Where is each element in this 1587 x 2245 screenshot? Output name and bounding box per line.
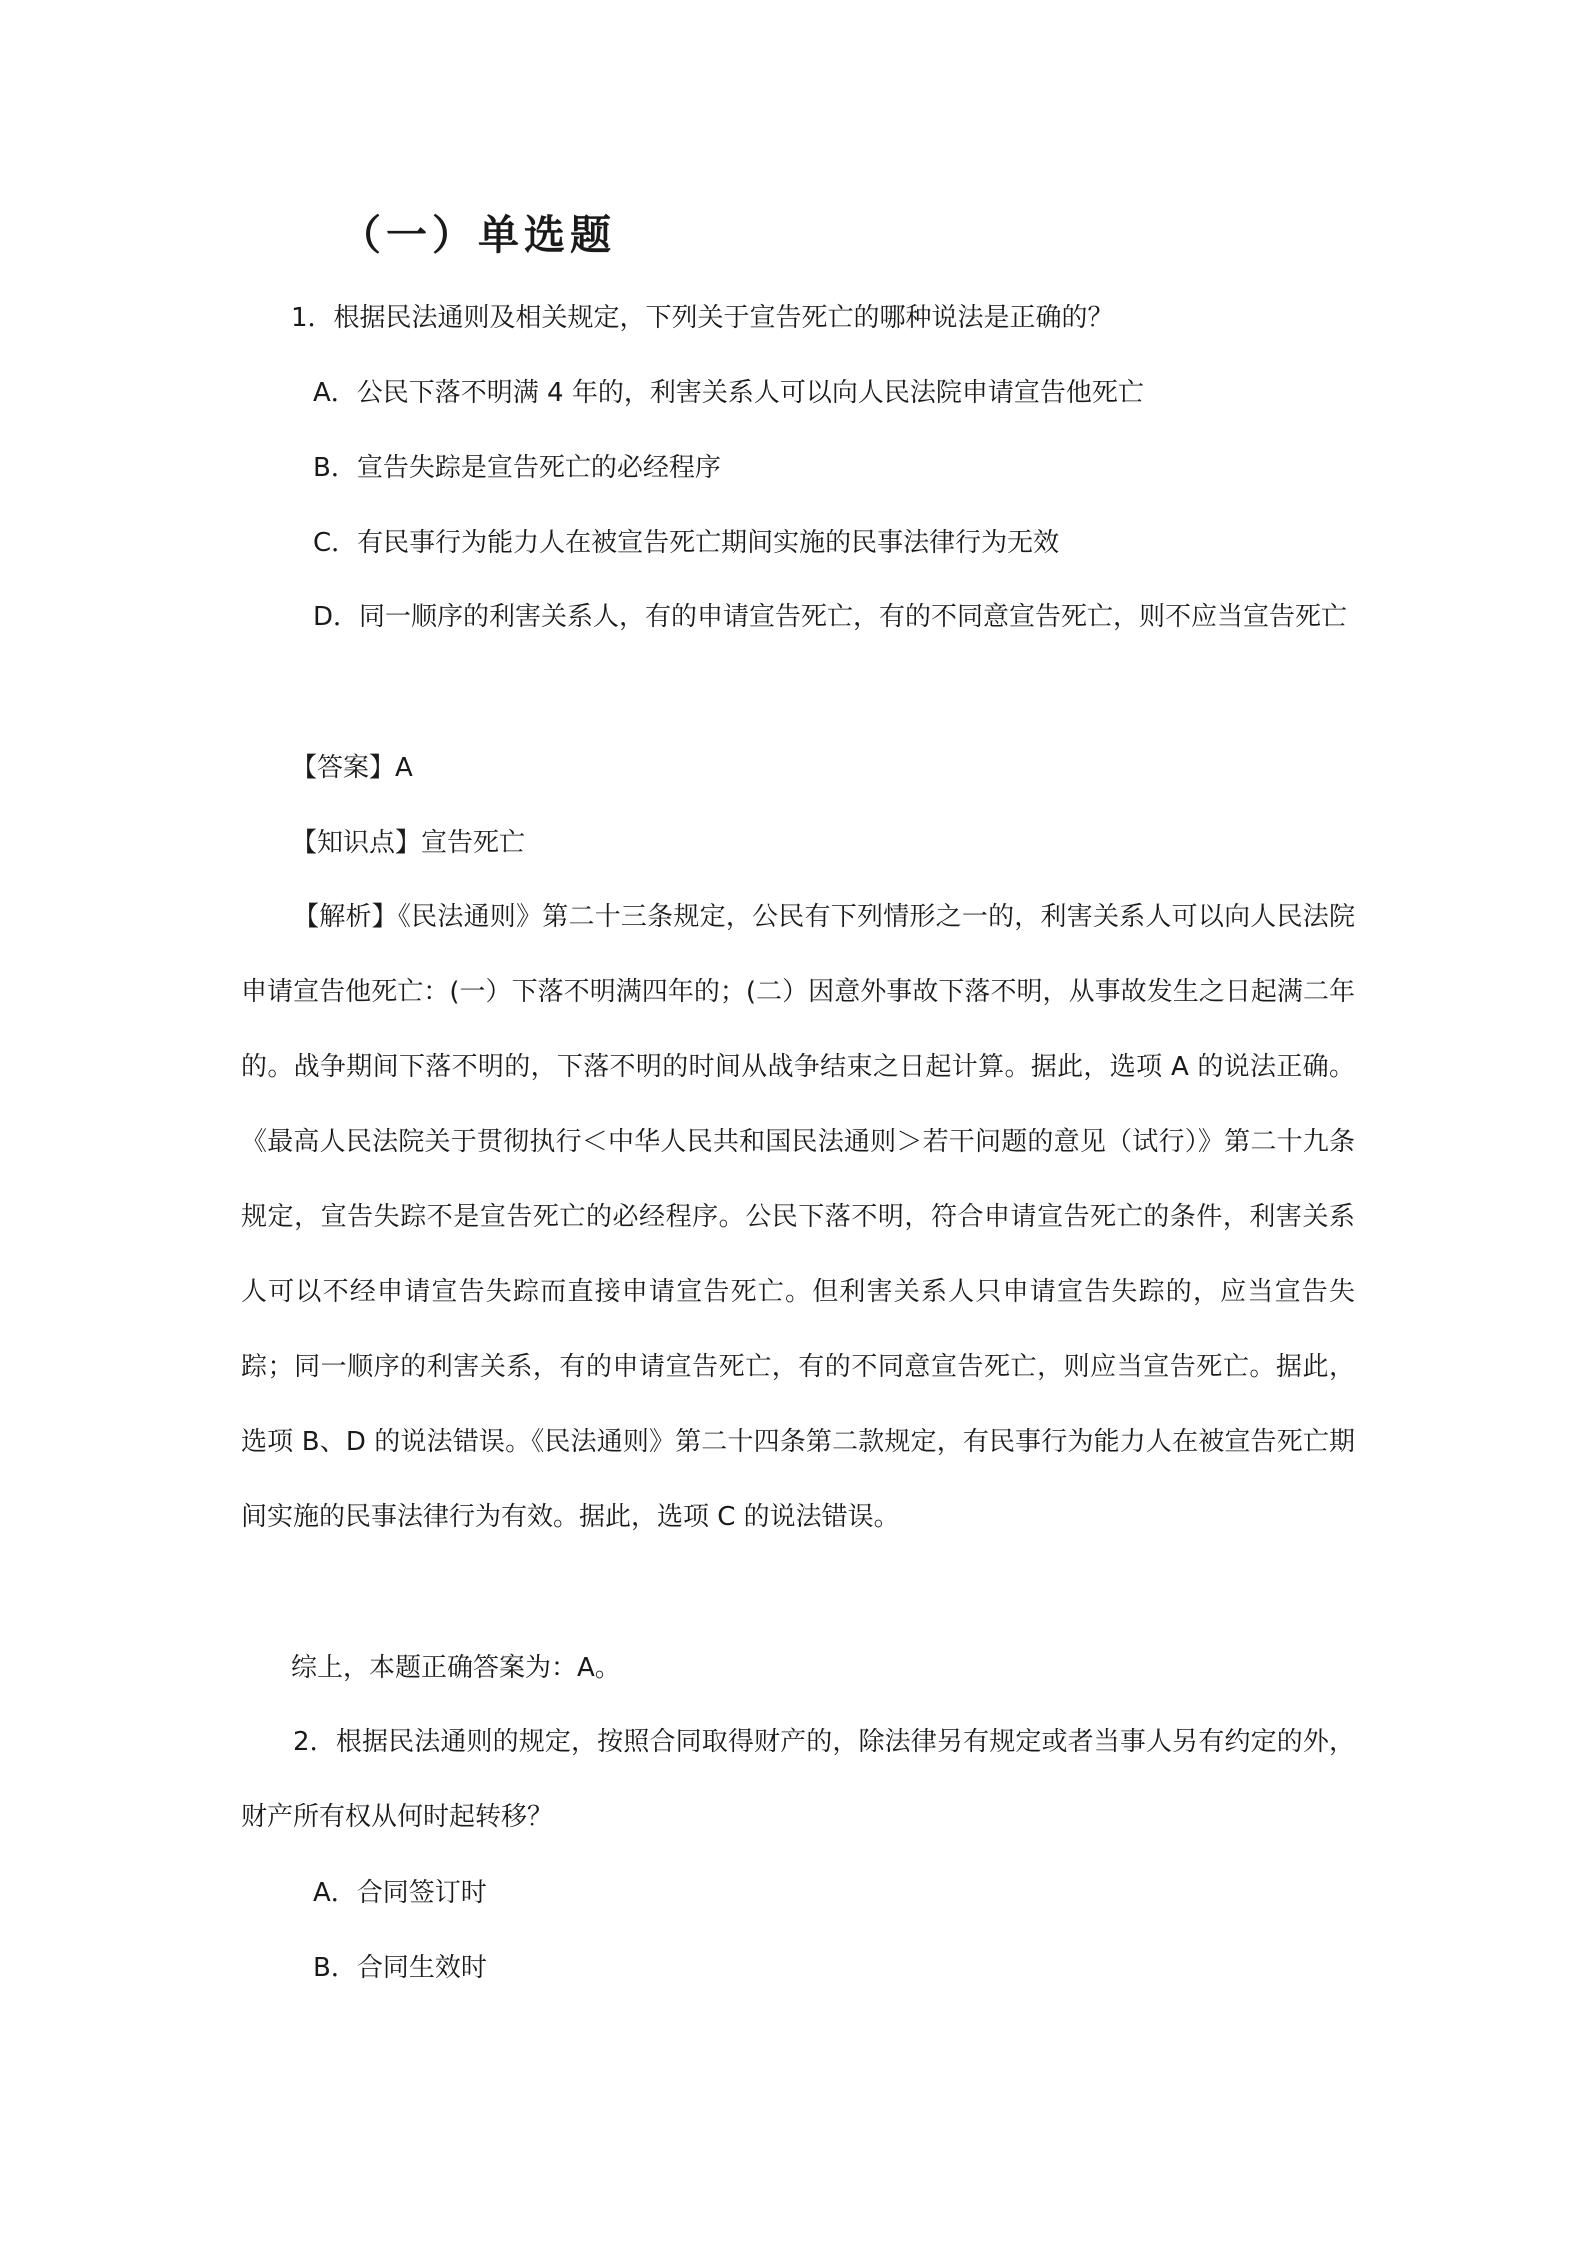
- question-2-option-a: A．合同签订时: [313, 1878, 487, 1908]
- analysis-text: 《民法通则》第二十三条规定，公民有下列情形之一的，利害关系人可以向人民法院申请宣告他死亡：(一）下落不明满四年的；(二）因意外事故下落不明，从事故发生之日起满二年的。战争期间下落不明的，下落不明的时间从战争结束之日起计算。据此，选项 A 的说法正确。《最高人民法院关于贯彻执行＜中华人民共和国民法通则＞若干问题的意见（试行）》第二十九条规定，宣告失踪不是宣告死亡的必经程序。公民下落不明，符合申请宣告死亡的条件，利害关系人可以不经申请宣告失踪而直接申请宣告死亡。但利害关系人只申请宣告失踪的，应当宣告失踪；同一顺序的利害关系，有的申请宣告死亡，有的不同意宣告死亡，则应当宣告死亡。据此，选项 B、D 的说法错误。《民法通则》第二十四条第二款规定，有民事行为能力人在被宣告死亡期间实施的民事法律行为有效。据此，选项 C 的说法错误。: [241, 902, 1355, 1532]
- answer-label: 【答案】: [291, 753, 396, 783]
- question-2-option-b: B．合同生效时: [313, 1953, 487, 1983]
- answer-value: A: [395, 753, 413, 783]
- question-1-option-a: A．公民下落不明满 4 年的，利害关系人可以向人民法院申请宣告他死亡: [313, 378, 1144, 408]
- summary-line: 综上，本题正确答案为：A。: [291, 1653, 621, 1683]
- question-1-option-c: C．有民事行为能力人在被宣告死亡期间实施的民事法律行为无效: [313, 528, 1060, 558]
- knowledge-point-line: [291, 823, 525, 863]
- answer-line: [291, 748, 413, 788]
- analysis-label: 【解析】: [293, 902, 398, 932]
- question-1-option-b: B．宣告失踪是宣告死亡的必经程序: [313, 453, 721, 483]
- section-title: （一）单选题: [340, 211, 616, 259]
- analysis-paragraph: [241, 880, 1355, 1555]
- knowledge-point-value: 宣告死亡: [421, 828, 526, 858]
- question-1-stem: 1．根据民法通则及相关规定，下列关于宣告死亡的哪种说法是正确的？: [291, 303, 1114, 333]
- question-1-option-d: D．同一顺序的利害关系人，有的申请宣告死亡，有的不同意宣告死亡，则不应当宣告死亡: [313, 602, 1348, 632]
- knowledge-point-label: 【知识点】: [291, 828, 422, 858]
- question-2-stem: 2．根据民法通则的规定，按照合同取得财产的，除法律另有规定或者当事人另有约定的外，财产所有权从何时起转移？: [241, 1727, 1355, 1832]
